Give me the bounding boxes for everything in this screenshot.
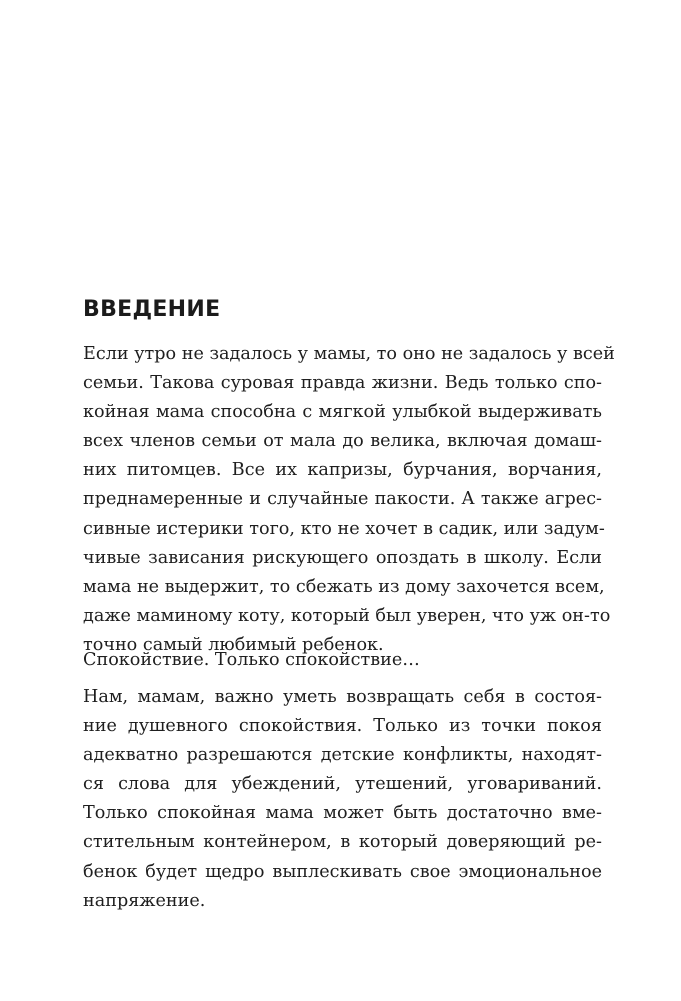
text-line: преднамеренные и случайные пакости. А также агрес-	[83, 489, 602, 510]
paragraph-1	[83, 340, 615, 660]
chapter-heading: ВВЕДЕНИЕ	[83, 297, 221, 322]
text-line: сивные истерики того, кто не хочет в садик, или задум-	[83, 518, 605, 539]
text-line: семьи. Такова суровая правда жизни. Ведь только спо-	[83, 373, 602, 394]
text-line: ние душевного спокойствия. Только из точки покоя	[83, 716, 602, 737]
text-line: Если утро не задалось у мамы, то оно не задалось у всей	[83, 344, 615, 364]
text-line: даже маминому коту, который был уверен, что уж он-то	[83, 605, 611, 626]
text-line: точно самый любимый ребенок.	[83, 634, 384, 655]
text-line: Только спокойная мама может быть достаточно вме-	[83, 803, 602, 824]
text-line: напряжение.	[83, 890, 206, 911]
text-line: стительным контейнером, в который доверяющий ре-	[83, 832, 602, 853]
paragraph-2	[83, 646, 602, 675]
text-line: всех членов семьи от мала до велика, включая домаш-	[83, 431, 602, 452]
text-line: адекватно разрешаются детские конфликты, находят-	[83, 745, 602, 766]
text-line: мама не выдержит, то сбежать из дому захочется всем,	[83, 576, 605, 597]
text-line: Спокойствие. Только спокойствие…	[83, 650, 420, 670]
text-line: койная мама способна с мягкой улыбкой выдерживать	[83, 402, 602, 423]
text-line: них питомцев. Все их капризы, бурчания, ворчания,	[83, 460, 602, 481]
text-line: Нам, мамам, важно уметь возвращать себя в состоя-	[83, 687, 602, 707]
text-line: чивые зависания рискующего опоздать в школу. Если	[83, 547, 602, 568]
paragraph-3	[83, 683, 602, 916]
text-line: бенок будет щедро выплескивать свое эмоциональное	[83, 861, 602, 882]
text-line: ся слова для убеждений, утешений, уговариваний.	[83, 774, 602, 795]
